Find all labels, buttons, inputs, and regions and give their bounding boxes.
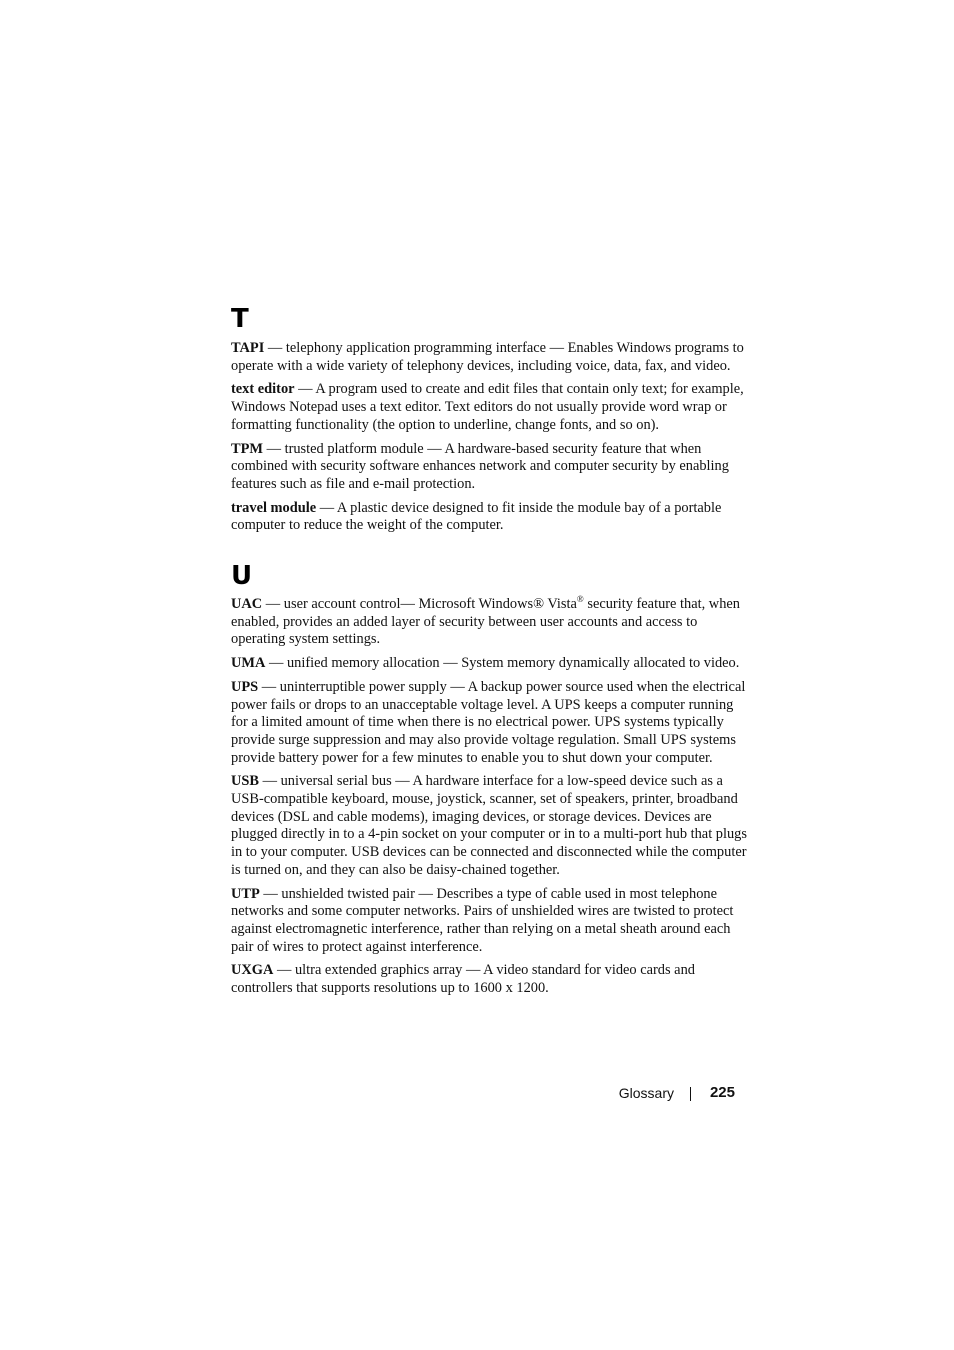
glossary-entry-uma <box>231 655 747 673</box>
page-footer <box>600 1082 740 1104</box>
entry-definition: — unified memory allocation — System memory dynamically allocated to video. <box>265 655 740 672</box>
entry-definition: — user account control— Microsoft Windows® Vista <box>262 596 577 612</box>
entry-definition-continued: security feature that, when enabled, provides an added layer of security between user accounts and access to operating system settings. <box>231 596 740 648</box>
entry-definition: — unshielded twisted pair — Describes a type of cable used in most telephone networks and some computer networks. Pairs of unshielded wires are twisted to protect against electromagnetic interference, rather than relying on a metal sheath around each pair of wires to protect against interference. <box>231 885 734 955</box>
glossary-entry-travel-module <box>231 500 747 535</box>
section-heading-t: T <box>231 304 249 334</box>
entry-term: travel module <box>231 499 317 516</box>
entry-term: TAPI <box>231 340 265 356</box>
footer-divider <box>690 1087 691 1101</box>
entry-definition: — trusted platform module — A hardware-based security feature that when combined with security software enhances network and computer security by enabling features such as file and e-mail protection. <box>231 440 729 492</box>
glossary-entry-tapi <box>231 340 747 375</box>
footer-section-label: Glossary <box>618 1085 674 1101</box>
entry-term: UXGA <box>231 962 274 979</box>
entry-definition: — ultra extended graphics array — A video standard for video cards and controllers that supports resolutions up to 1600 x 1200. <box>231 962 695 997</box>
entry-definition: — telephony application programming interface — Enables Windows programs to operate with a wide variety of telephony devices, including voice, data, fax, and video. <box>231 340 744 374</box>
section-heading-u: U <box>231 561 253 591</box>
entry-term: UMA <box>231 655 266 672</box>
section-u <box>231 596 747 1004</box>
entry-term: UAC <box>231 596 263 612</box>
entry-term: USB <box>231 773 259 790</box>
section-t <box>231 340 747 541</box>
entry-term: TPM <box>231 440 263 457</box>
entry-definition: — A plastic device designed to fit inside the module bay of a portable computer to reduce the weight of the computer. <box>231 499 722 534</box>
glossary-entry-uxga <box>231 962 747 997</box>
entry-term: UTP <box>231 885 260 902</box>
entry-definition: — A program used to create and edit files that contain only text; for example, Windows Notepad uses a text editor. Text editors do not usually provide word wrap or formatting functionality (the option to underline, change fonts, and so on). <box>231 381 744 433</box>
page-number: 225 <box>709 1084 735 1101</box>
glossary-entry-usb <box>231 773 747 879</box>
entry-term: UPS <box>231 678 259 695</box>
entry-term: text editor <box>231 381 295 398</box>
glossary-entry-text-editor <box>231 381 747 434</box>
glossary-entry-utp <box>231 886 747 957</box>
glossary-entry-tpm <box>231 441 747 494</box>
glossary-entry-ups <box>231 679 747 768</box>
entry-definition: — uninterruptible power supply — A backup power source used when the electrical power fails or drops to an unacceptable voltage level. A UPS keeps a computer running for a limited amount of time when there is no electrical power. UPS systems typically provide surge suppression and may also provide voltage regulation. Small UPS systems provide battery power for a few minutes to enable you to shut down your computer. <box>231 678 746 766</box>
registered-mark: ® <box>576 594 584 605</box>
entry-definition: — universal serial bus — A hardware interface for a low-speed device such as a USB-compatible keyboard, mouse, joystick, scanner, set of speakers, printer, broadband devices (DSL and cable modems), imaging devices, or storage devices. Devices are plugged directly in to a 4-pin socket on your computer or in to a multi-port hub that plugs in to your computer. USB devices can be connected and disconnected while the computer is turned on, and they can also be daisy-chained together. <box>231 773 747 878</box>
glossary-entry-uac <box>231 596 747 649</box>
